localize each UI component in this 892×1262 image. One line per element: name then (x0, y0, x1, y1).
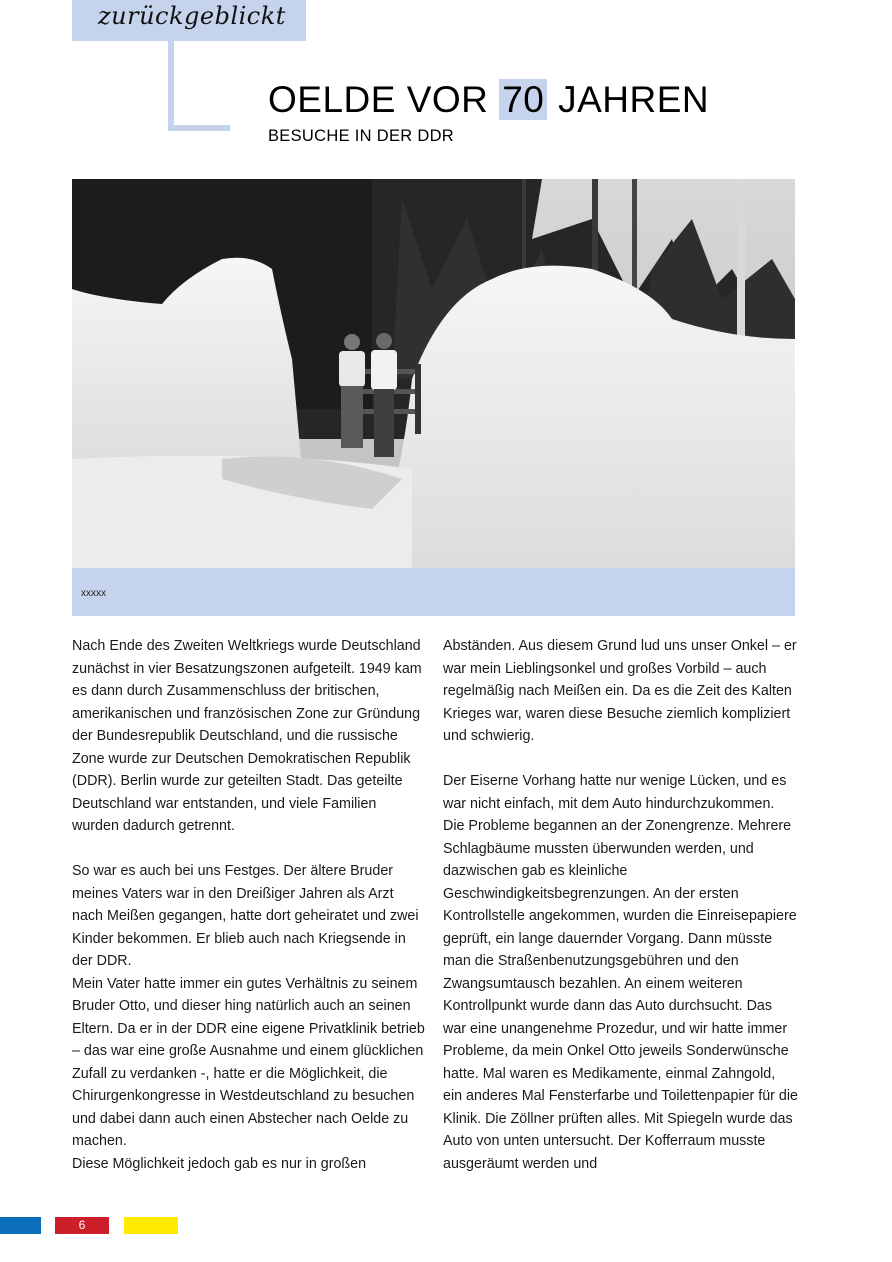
article-column-1 (72, 635, 427, 1175)
footer-color-bar-yellow (124, 1217, 178, 1234)
page-number: 6 (55, 1217, 109, 1234)
title-prefix: OELDE VOR (268, 79, 489, 120)
photo-caption-bar (72, 568, 795, 616)
paragraph: Mein Vater hatte immer ein gutes Verhältnis zu seinem Bruder Otto, und dieser hing natürlich auch an seinen Eltern. Da er in der DDR eine eigene Privatklinik betrieb – das war eine große Ausnahme und einem glücklichen Zufall zu verdanken -, hatte er die Möglichkeit, die Chirurgenkongresse in Westdeutschland zu besuchen und dabei dann auch einen Abstecher nach Oelde zu machen. (72, 975, 425, 1149)
decorative-bracket-horizontal (168, 125, 230, 131)
paragraph: Abständen. Aus diesem Grund lud uns unser Onkel – er war mein Lieblingsonkel und großes Vorbild – auch regelmäßig nach Meißen ein. Da es die Zeit des Kalten Krieges war, waren diese Besuche ziemlich kompliziert und schwierig. (443, 638, 797, 744)
title-suffix: JAHREN (558, 79, 710, 120)
title-highlight: 70 (499, 79, 547, 120)
paragraph: So war es auch bei uns Festges. Der ältere Bruder meines Vaters war in den Dreißiger Jahren als Arzt nach Meißen gegangen, hatte dort geheiratet und zwei Kinder bekommen. Er blieb auch nach Kriegsende in der DDR. (72, 863, 419, 969)
section-tag (72, 0, 306, 41)
footer-color-bar-blue (0, 1217, 41, 1234)
article-column-2 (443, 635, 798, 1175)
page-subtitle: BESUCHE IN DER DDR (268, 127, 455, 145)
paragraph: Nach Ende des Zweiten Weltkriegs wurde Deutschland zunächst in vier Besatzungszonen aufgeteilt. 1949 kam es dann durch Zusammenschluss der britischen, amerikanischen und französischen Zone zur Gründung der Bundesrepublik Deutschland, und die russische Zone wurde zur Deutschen Demokratischen Republik (DDR). Berlin wurde zur geteilten Stadt. Das geteilte Deutschland war entstanden, und viele Familien wurden dadurch getrennt. (72, 638, 422, 834)
section-label: zurückgeblickt (98, 2, 286, 30)
page-title (268, 78, 709, 122)
photo-caption: xxxxx (81, 588, 106, 599)
paragraph: Diese Möglichkeit jedoch gab es nur in großen (72, 1155, 367, 1172)
decorative-bracket-vertical (168, 41, 174, 131)
article-photo (72, 179, 795, 568)
paragraph: Der Eiserne Vorhang hatte nur wenige Lücken, und es war nicht einfach, mit dem Auto hindurchzukommen. Die Probleme begannen an der Zonengrenze. Mehrere Schlagbäume mussten überwunden werden, und dazwischen gab es kleinliche Geschwindigkeitsbegrenzungen. An der ersten Kontrollstelle angekommen, wurden die Einreisepapiere geprüft, ein lange dauernder Vorgang. Dann müsste man die Straßenbenutzungsgebühren und den Zwangsumtausch bezahlen. An einem weiteren Kontrollpunkt wurde dann das Auto durchsucht. Das war eine unangenehme Prozedur, und wir hatte immer Probleme, da mein Onkel Otto jeweils Sonderwünsche hatte. Mal waren es Medikamente, einmal Zahngold, ein anderes Mal Fensterfarbe und Toilettenpapier für die Klinik. Die Zöllner prüften alles. Mit Spiegeln wurde das Auto von unten untersucht. Der Kofferraum musste ausgeräumt werden und (443, 773, 798, 1172)
